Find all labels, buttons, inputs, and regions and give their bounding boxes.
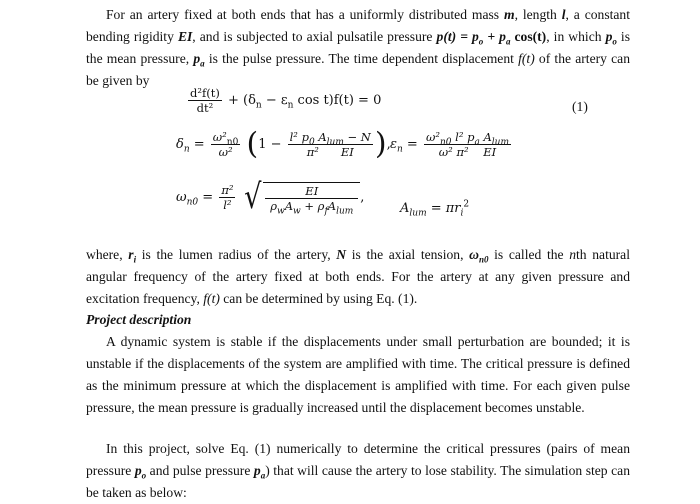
superscript: 2 (463, 199, 470, 210)
subscript: o (141, 470, 147, 481)
term: ω² (425, 130, 440, 144)
text: th natural angular frequency of the artery fixed at both ends. For the artery at any given pressure and excitation frequency, (86, 247, 630, 306)
second-derivative-fraction (188, 86, 222, 115)
text: ) that will cause the artery to lose stability. The simulation step can be taken as below: (86, 463, 630, 500)
mean-pressure-symbol: p (134, 463, 142, 478)
fraction-numerator (288, 130, 373, 148)
fraction-denominator (305, 145, 356, 159)
intro-text: of the artery can be given by (86, 51, 630, 88)
omega-equation: $\omega_{n0}$ = $\frac{\text{π²}}{\text{l²}}$ √ $\frac{EI}{\rho_wA_w + \rho_fA_{lum}}$ , (176, 177, 365, 217)
omega-ratio-fraction (211, 130, 241, 159)
right-paren: ) (374, 126, 387, 162)
mean-pressure-symbol: p (605, 29, 613, 44)
area-symbol: A (400, 201, 410, 216)
subscript: lum (409, 208, 427, 219)
section-heading: Project description (86, 312, 192, 327)
equation-term: − ε (261, 93, 288, 108)
term: l² p (289, 130, 309, 144)
subscript: i (460, 208, 464, 219)
term: A (327, 199, 337, 213)
pressure-ratio-fraction (288, 130, 373, 159)
text: In this project, solve Eq. (1) numerically to determine the critical pressures (pairs of mean pressure (86, 441, 630, 478)
displacement-symbol: f(t) (518, 51, 535, 66)
subscript: n (287, 100, 294, 111)
equation-term: 1 − (258, 137, 282, 152)
subscript: a (505, 36, 511, 47)
fraction-denominator (268, 199, 355, 217)
left-paren: ( (246, 126, 259, 162)
subscript: lum (326, 137, 344, 148)
subscript: a (260, 470, 266, 481)
term: A (479, 130, 492, 144)
equals-sign: = (402, 137, 418, 152)
intro-text: For an artery fixed at both ends that has a uniformly distributed mass (106, 7, 504, 22)
text: is called the (488, 247, 570, 262)
stability-paragraph: A dynamic system is stable if the displacements under small perturbation are bounded; it is unstable if the displacements of the system are amplified with time. The critical pressure is defined as the minimum pressure at which the displacement is amplified with time. For each given pulse pressure, the mean pressure is gradually increased until the displacement becomes unstable. (86, 334, 630, 415)
equation-term: + (δ (227, 93, 256, 108)
intro-paragraph (86, 4, 630, 92)
equation-term: cos t)f(t) = 0 (293, 93, 382, 108)
subscript: o (478, 36, 484, 47)
equation-term: = πr (426, 201, 461, 216)
term: EI (340, 145, 354, 159)
rigidity-symbol: EI (177, 29, 193, 44)
equals-sign: = (189, 137, 205, 152)
subscript: n (255, 100, 262, 111)
subscript: n (396, 144, 403, 155)
subscript: w (293, 206, 301, 217)
pressure-expression: + p (483, 29, 506, 44)
equation-number: (1) (572, 99, 588, 114)
subscript: n0 (226, 137, 239, 148)
fraction-numerator (211, 130, 241, 148)
lumen-area-equation (400, 198, 469, 220)
fraction-numerator: EI (265, 184, 358, 199)
epsilon-fraction (424, 130, 511, 159)
term: + ρ (300, 199, 325, 213)
pulse-pressure-symbol: p (193, 51, 201, 66)
term: ω² π² (438, 145, 469, 159)
subscript: lum (491, 137, 510, 148)
term: EI (483, 145, 497, 159)
rigidity-mass-fraction (265, 184, 358, 217)
subscript: n0 (186, 197, 199, 208)
radius-symbol: r (128, 247, 134, 262)
omega-symbol: ω² (212, 130, 227, 144)
radicand (263, 182, 360, 217)
subscript: i (133, 254, 137, 265)
intro-text: , and is subjected to axial pulsatile pressure (192, 29, 437, 44)
omega-symbol: ω (176, 190, 187, 205)
intro-text: , a constant bending rigidity (86, 7, 631, 44)
fraction-denominator: l² (223, 198, 232, 212)
pressure-expression: p(t) = p (436, 29, 479, 44)
epsilon-symbol: ε (390, 137, 397, 152)
term: ρ (270, 199, 277, 213)
intro-text: is the pulse pressure. The time dependent displacement (204, 51, 519, 66)
fraction-denominator: ω² (218, 145, 233, 159)
tension-symbol: N (336, 247, 347, 262)
length-symbol: l (561, 7, 566, 22)
subscript: 0 (308, 137, 315, 148)
subscript: w (276, 206, 285, 217)
equation-1 (186, 86, 381, 115)
radical-sign: √ (243, 177, 262, 217)
text: and pulse pressure (146, 463, 254, 478)
fraction-denominator: dt² (196, 101, 214, 115)
pressure-expression: cos(t) (510, 29, 547, 44)
equals-sign: = (198, 190, 214, 205)
pulse-pressure-symbol: p (253, 463, 261, 478)
pi-over-l-fraction (219, 183, 235, 212)
where-paragraph (86, 244, 630, 310)
delta-equation: $\delta_n$ = $\frac{\omega^2_{n0}}{\text{ω²}}$ (1 − $\frac{l^2 p_0 A_{lum} - N}{\text{π² EI}}$ ), (176, 126, 391, 162)
subscript: a (200, 58, 205, 69)
text: where, (86, 247, 129, 262)
subscript: n0 (478, 254, 489, 265)
intro-text: , length (514, 7, 562, 22)
intro-text: , in which (546, 29, 606, 44)
fraction-numerator (424, 130, 511, 148)
text: can be determined by using Eq. (1). (219, 291, 418, 306)
subscript: f (324, 206, 328, 217)
fraction-numerator: π² (221, 183, 234, 197)
term: − N (343, 130, 371, 144)
term: A (314, 130, 327, 144)
subscript: lum (336, 206, 354, 217)
subscript: n0 (439, 137, 452, 148)
epsilon-equation (390, 130, 513, 159)
omega-symbol: ω (469, 247, 479, 262)
delta-symbol: δ (176, 137, 184, 152)
text: is the lumen radius of the artery, (136, 247, 337, 262)
subscript: a (474, 137, 480, 148)
term: A (284, 199, 293, 213)
intro-text: is the mean pressure, (86, 29, 630, 66)
subscript: n (183, 144, 190, 155)
fraction-numerator: d²f(t) (190, 86, 220, 100)
subscript: o (612, 36, 617, 47)
displacement-symbol: f(t) (203, 291, 220, 306)
simulation-paragraph (86, 438, 630, 504)
mass-symbol: m (503, 7, 515, 22)
term: π² (306, 145, 319, 159)
term: l² p (451, 130, 475, 144)
fraction-denominator (437, 145, 498, 159)
n-symbol: n (569, 247, 577, 262)
text: is the axial tension, (346, 247, 470, 262)
